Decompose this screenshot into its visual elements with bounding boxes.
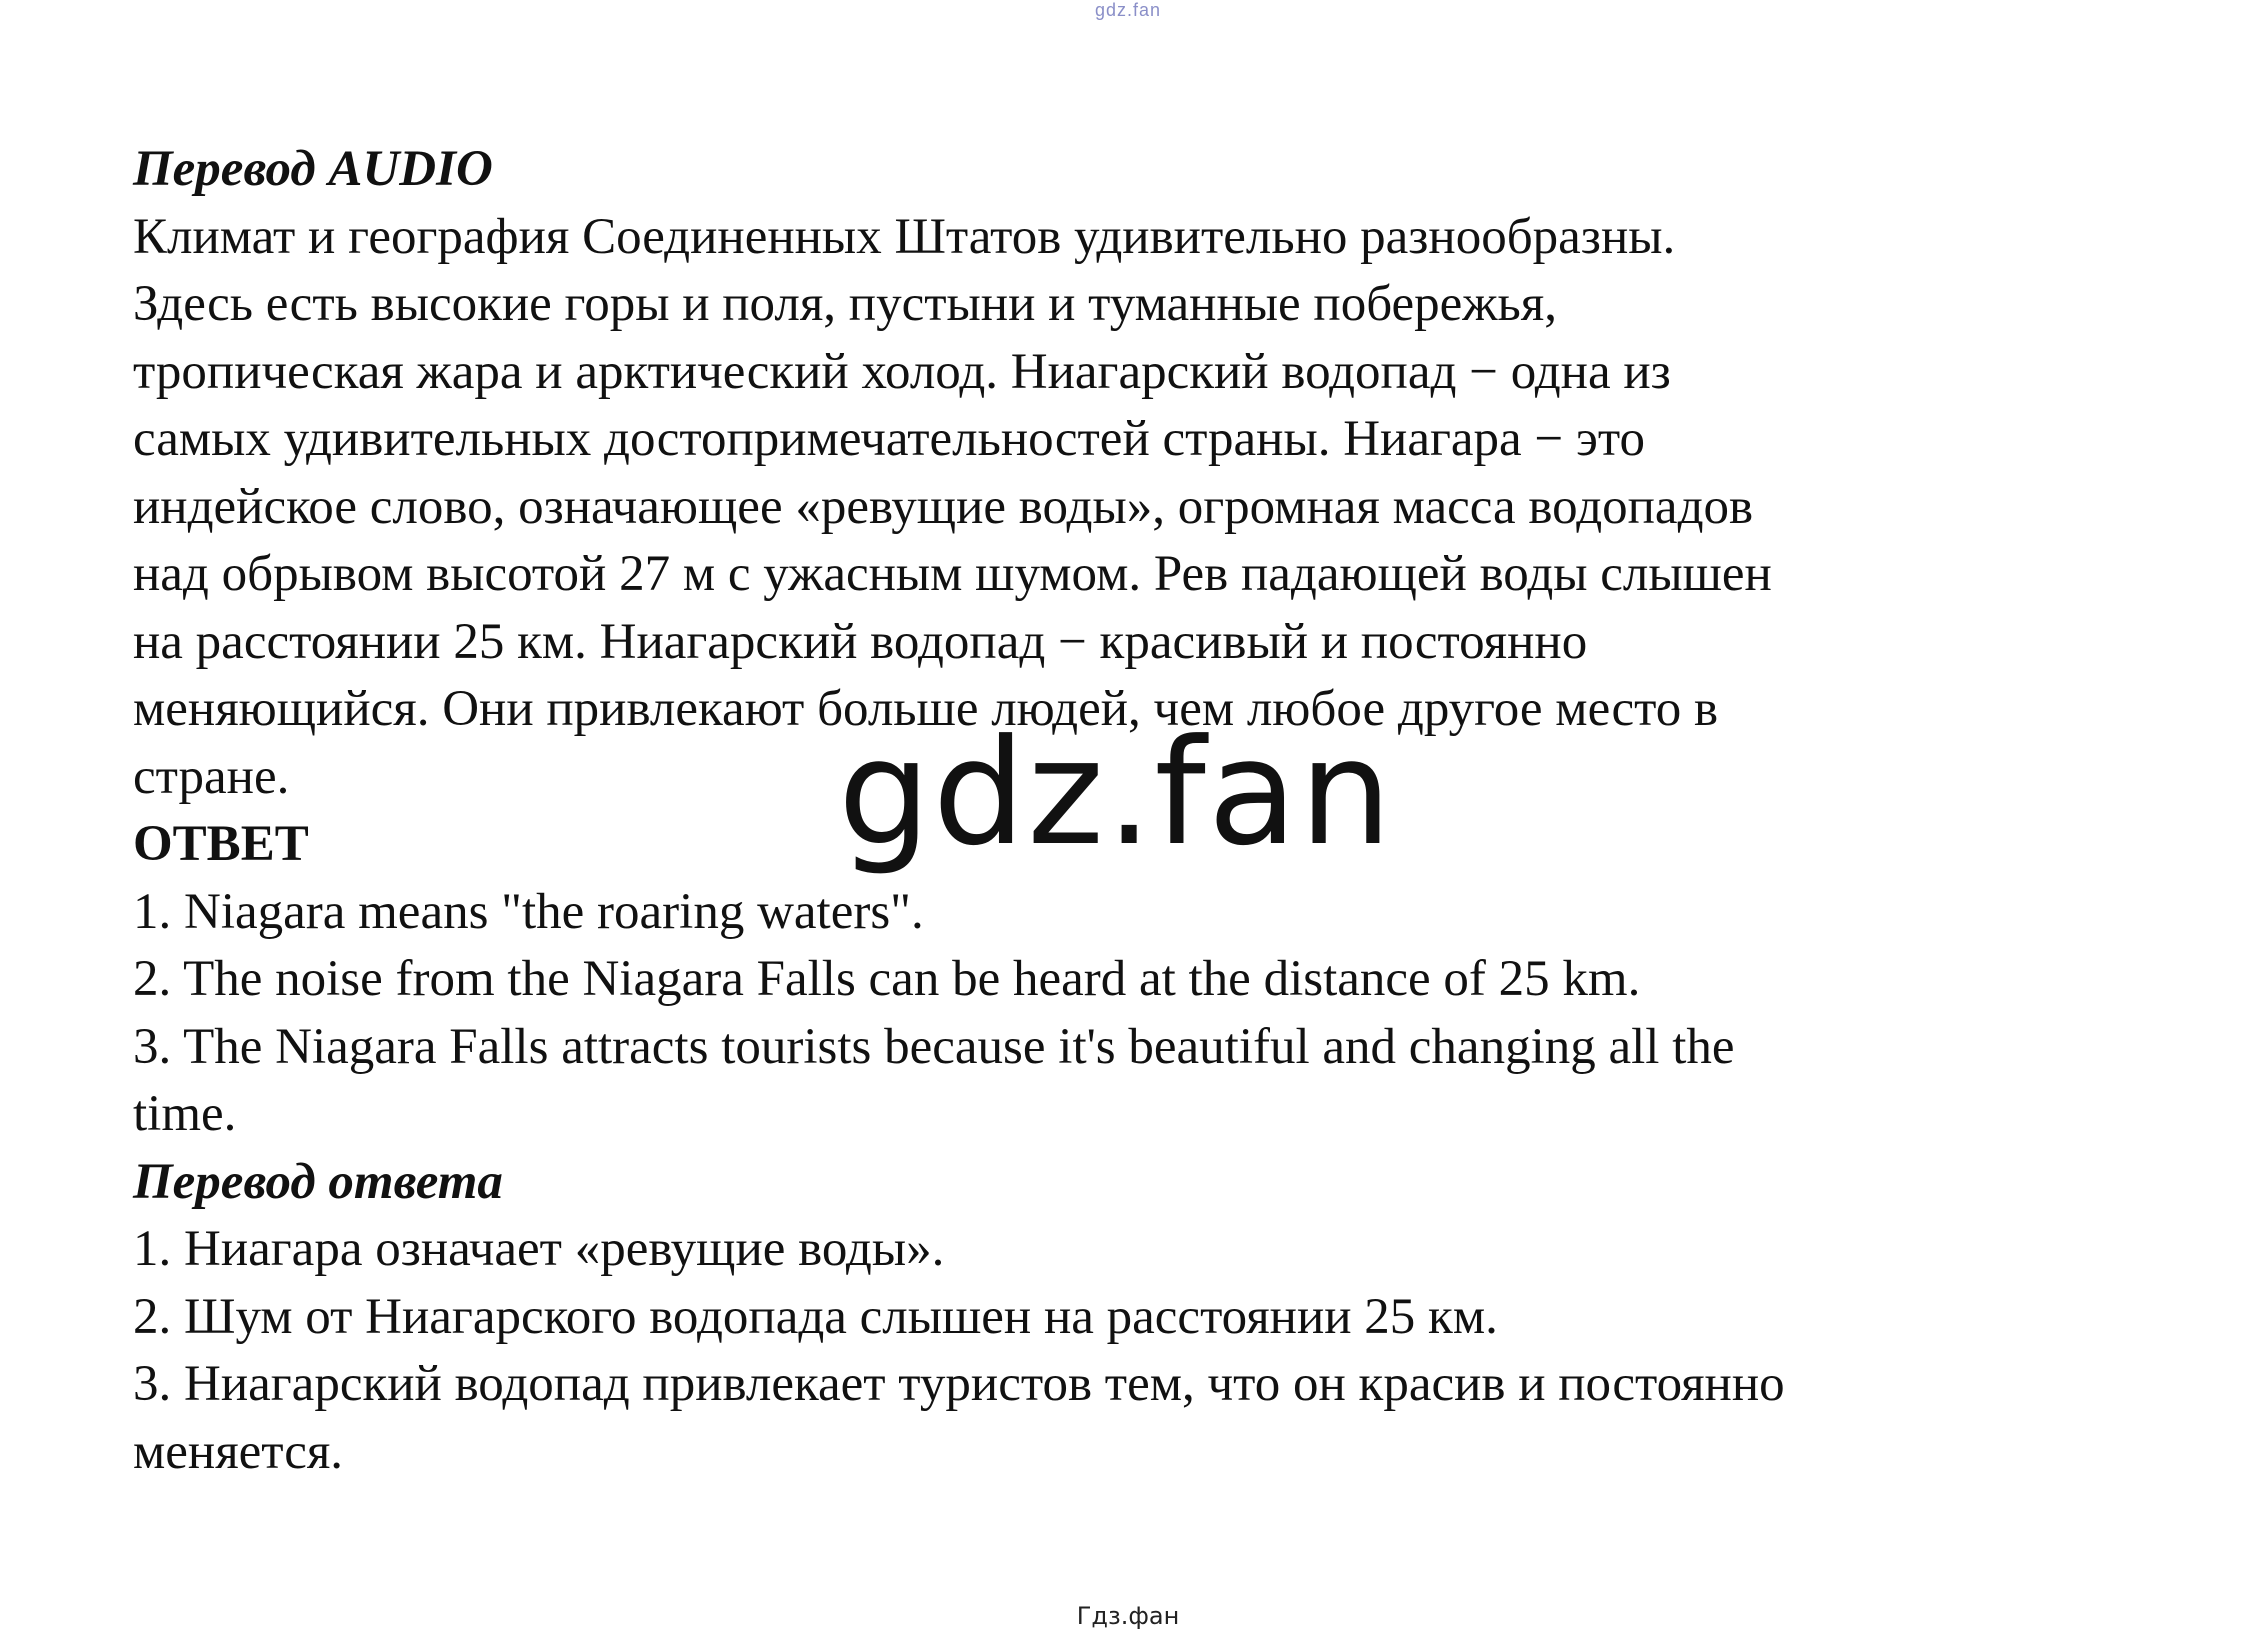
answer-translation-list	[133, 1216, 2153, 1486]
center-watermark: gdz.fan	[838, 708, 1394, 878]
translation-line: Климат и география Соединенных Штатов удивительно разнообразны.	[133, 208, 1676, 265]
translation-heading: Перевод AUDIO	[133, 141, 493, 197]
answer-translation-heading: Перевод ответа	[133, 1153, 503, 1210]
translation-line: самых удивительных достопримечательностей страны. Ниагара − это	[133, 411, 1645, 467]
answer-translation-item: 1. Ниагара означает «ревущие воды».	[133, 1221, 945, 1277]
answer-translation-item: меняется.	[133, 1423, 344, 1480]
answer-list	[133, 879, 2153, 1149]
translation-line: индейское слово, означающее «ревущие воды», огромная масса водопадов	[133, 478, 1754, 535]
translation-line: над обрывом высотой 27 м с ужасным шумом. Рев падающей воды слышен	[133, 546, 1772, 602]
translation-line: тропическая жара и арктический холод. Ниагарский водопад − одна из	[133, 343, 1671, 400]
answer-item: 1. Niagara means "the roaring waters".	[133, 883, 924, 940]
answer-heading: ОТВЕТ	[133, 816, 309, 872]
answer-translation-item: 3. Ниагарский водопад привлекает туристов тем, что он красив и постоянно	[133, 1356, 1785, 1412]
answer-translation-item: 2. Шум от Ниагарского водопада слышен на расстоянии 25 км.	[133, 1288, 1498, 1345]
translation-line: меняющийся. Они привлекают больше людей, чем любое другое место в	[133, 681, 1719, 737]
answer-item: 3. The Niagara Falls attracts tourists because it's beautiful and changing all the	[133, 1018, 1735, 1075]
bottom-watermark: Гдз.фан	[1076, 1602, 1180, 1630]
answer-item: time.	[133, 1086, 237, 1142]
top-watermark: gdz.fan	[1094, 0, 1162, 20]
answer-item: 2. The noise from the Niagara Falls can be heard at the distance of 25 km.	[133, 951, 1641, 1007]
translation-line: Здесь есть высокие горы и поля, пустыни и туманные побережья,	[133, 276, 1557, 332]
translation-line: стране.	[133, 748, 290, 805]
translation-line: на расстоянии 25 км. Ниагарский водопад − красивый и постоянно	[133, 613, 1588, 670]
